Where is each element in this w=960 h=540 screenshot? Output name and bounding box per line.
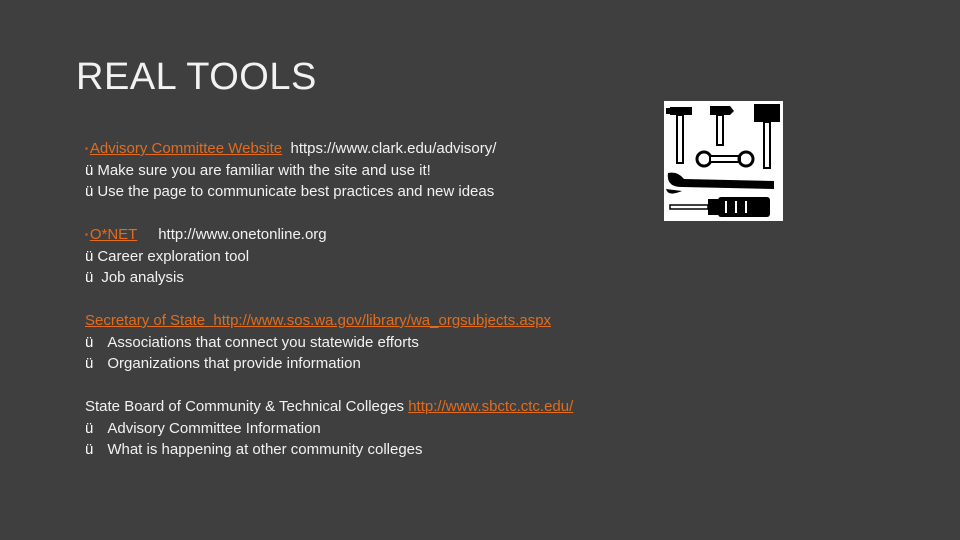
list-item: ü Job analysis xyxy=(85,269,184,286)
sbctc-link[interactable]: http://www.sbctc.ctc.edu/ xyxy=(408,398,574,415)
check-icon: ü xyxy=(85,333,94,351)
list-item: ü Make sure you are familiar with the site and use it! xyxy=(85,161,431,179)
section-advisory-website xyxy=(85,138,705,160)
check-icon: ü xyxy=(85,419,94,437)
square-bullet-icon: ▪ xyxy=(85,144,88,154)
tools-icon xyxy=(664,101,783,221)
list-item: ü Use the page to communicate best practices and new ideas xyxy=(85,183,495,200)
onet-url-text: http://www.onetonline.org xyxy=(158,226,327,243)
check-icon: ü xyxy=(85,161,94,179)
check-icon: ü xyxy=(85,441,94,458)
check-icon: ü xyxy=(85,183,94,200)
slide-body xyxy=(85,138,705,461)
section-secretary-of-state xyxy=(85,310,705,332)
sbctc-label: State Board of Community & Technical Colleges xyxy=(85,398,409,415)
section-sbctc xyxy=(85,396,705,418)
list-item: ü Associations that connect you statewide efforts xyxy=(85,333,419,351)
list-item: ü Advisory Committee Information xyxy=(85,419,321,437)
advisory-committee-website-link[interactable]: Advisory Committee Website xyxy=(89,140,283,157)
square-bullet-icon: ▪ xyxy=(85,230,88,240)
slide-title: REAL TOOLS xyxy=(76,56,317,98)
tools-clipart-image xyxy=(664,101,783,221)
check-icon: ü xyxy=(85,269,94,286)
list-item: ü Career exploration tool xyxy=(85,247,250,265)
onet-link[interactable]: O*NET xyxy=(89,226,138,243)
check-icon: ü xyxy=(85,355,94,372)
section-onet xyxy=(85,224,705,246)
list-item: ü Organizations that provide information xyxy=(85,355,361,372)
list-item: ü What is happening at other community colleges xyxy=(85,441,423,458)
advisory-url-text: https://www.clark.edu/advisory/ xyxy=(290,140,497,157)
secretary-of-state-link[interactable]: Secretary of State http://www.sos.wa.gov/library/wa_orgsubjects.aspx xyxy=(85,312,552,329)
check-icon: ü xyxy=(85,247,94,265)
